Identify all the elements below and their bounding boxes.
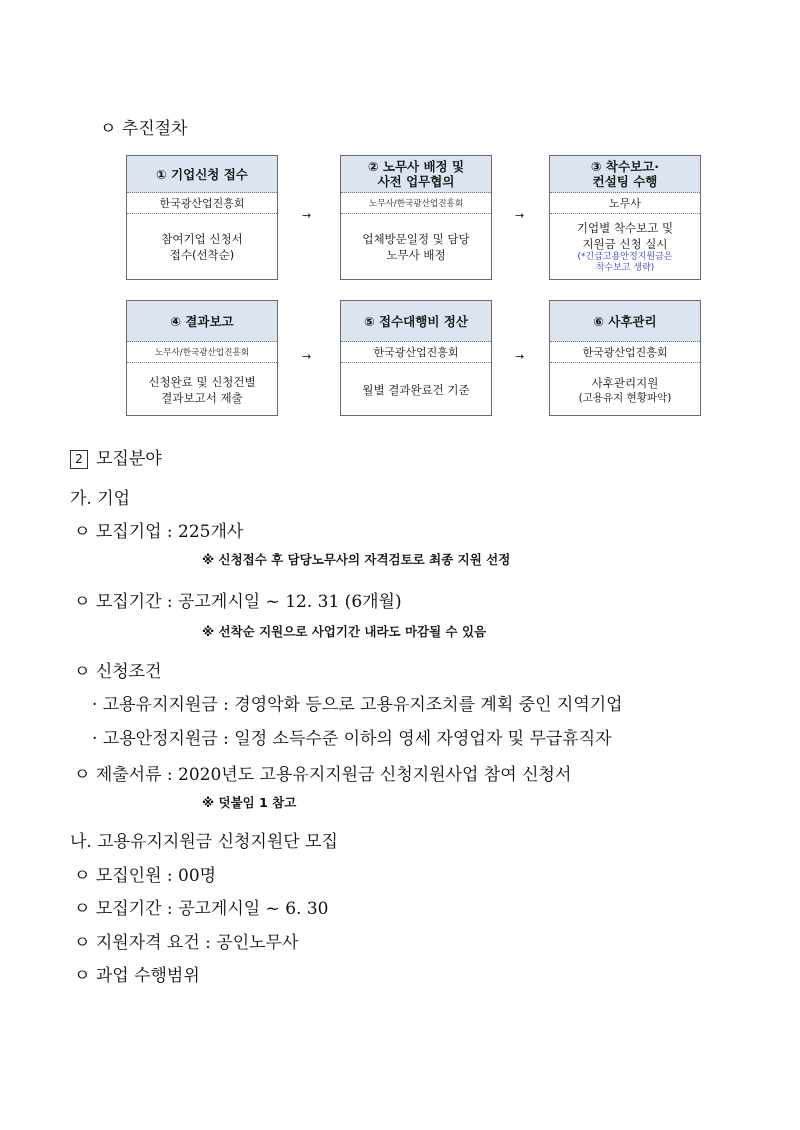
recruit-period-note: ※ 선착순 지원으로 사업기간 내라도 마감될 수 있음 [202, 624, 487, 639]
recruit-company: ㅇ 모집기업 : 225개사 [74, 522, 244, 542]
arrow-icon: → [302, 209, 312, 222]
arrow-icon: → [302, 350, 312, 363]
step-desc-line: 노무사 배정 [386, 248, 446, 262]
documents: ㅇ 제출서류 : 2020년도 고용유지지원금 신청지원사업 참여 신청서 [74, 765, 572, 785]
step-desc-line: 참여기업 신청서 [161, 232, 243, 246]
step-org: 한국광산업진흥회 [127, 193, 277, 214]
step-desc-line: 월별 결과완료건 기준 [362, 383, 470, 397]
condition-1: · 고용유지지원금 : 경영악화 등으로 고용유지조치를 계획 중인 지역기업 [92, 695, 623, 715]
step-desc [127, 363, 277, 417]
step-note-line: (*긴급고용안정지원금은 [577, 252, 673, 262]
step-title: ① 기업신청 접수 [127, 156, 277, 193]
step-box-1 [126, 155, 278, 280]
section-number-box: 2 [70, 450, 88, 469]
step-desc-line: 신청완료 및 신청건별 [148, 375, 256, 389]
step-title-line: ③ 착수보고· [591, 159, 659, 174]
step-desc-line: 업체방문일정 및 담당 [362, 232, 470, 246]
step-title [341, 156, 491, 193]
procedure-heading: ㅇ 추진절차 [100, 119, 188, 139]
step-desc-line: 사후관리지원 [591, 376, 659, 390]
step-title: ④ 결과보고 [127, 301, 277, 342]
step-desc [550, 363, 700, 417]
step-desc [341, 214, 491, 280]
section-heading [70, 444, 162, 469]
step-note-line: 착수보고 생략) [595, 263, 655, 273]
step-org: 한국광산업진흥회 [550, 342, 700, 363]
step-title-line: 컨설팅 수행 [592, 174, 658, 189]
step-sub-line: (고용유지 현황파악) [578, 392, 672, 404]
step-title [550, 156, 700, 193]
step-desc [127, 214, 277, 280]
step-box-3 [549, 155, 701, 280]
step-box-5 [340, 300, 492, 416]
part-b-title: 나. 고용유지지원금 신청지원단 모집 [70, 832, 338, 852]
step-box-4 [126, 300, 278, 416]
part-a-title: 가. 기업 [70, 489, 131, 509]
step-desc [341, 363, 491, 417]
conditions-heading: ㅇ 신청조건 [74, 662, 162, 682]
step-desc-line: 결과보고서 제출 [161, 391, 243, 405]
step-desc-line: 접수(선착순) [169, 248, 235, 262]
step-box-2 [340, 155, 492, 280]
documents-note: ※ 덧붙임 1 참고 [202, 795, 297, 810]
recruit-company-note: ※ 신청접수 후 담당노무사의 자격검토로 최종 지원 선정 [202, 552, 511, 567]
recruit-period: ㅇ 모집기간 : 공고게시일 ~ 12. 31 (6개월) [74, 592, 402, 612]
step-desc-line: 기업별 착수보고 및 [576, 221, 674, 235]
step-org: 노무사/한국광산업진흥회 [127, 342, 277, 363]
step-org: 노무사/한국광산업진흥회 [341, 193, 491, 214]
section-title: 모집분야 [96, 449, 162, 469]
condition-2: · 고용안정지원금 : 일정 소득수준 이하의 영세 자영업자 및 무급휴직자 [92, 729, 612, 749]
recruit-people: ㅇ 모집인원 : 00명 [74, 866, 217, 886]
step-title-line: ② 노무사 배정 및 [367, 159, 465, 174]
arrow-icon: → [515, 350, 525, 363]
step-org: 노무사 [550, 193, 700, 214]
step-desc [550, 214, 700, 280]
qualification: ㅇ 지원자격 요건 : 공인노무사 [74, 933, 299, 953]
step-desc-line: 지원금 신청 실시 [582, 237, 668, 251]
arrow-icon: → [515, 209, 525, 222]
step-title-line: 사전 업무협의 [377, 174, 455, 189]
step-title: ⑥ 사후관리 [550, 301, 700, 342]
recruit-period-b: ㅇ 모집기간 : 공고게시일 ~ 6. 30 [74, 899, 329, 919]
step-org: 한국광산업진흥회 [341, 342, 491, 363]
scope: ㅇ 과업 수행범위 [74, 966, 200, 986]
step-title: ⑤ 접수대행비 정산 [341, 301, 491, 342]
step-box-6 [549, 300, 701, 416]
